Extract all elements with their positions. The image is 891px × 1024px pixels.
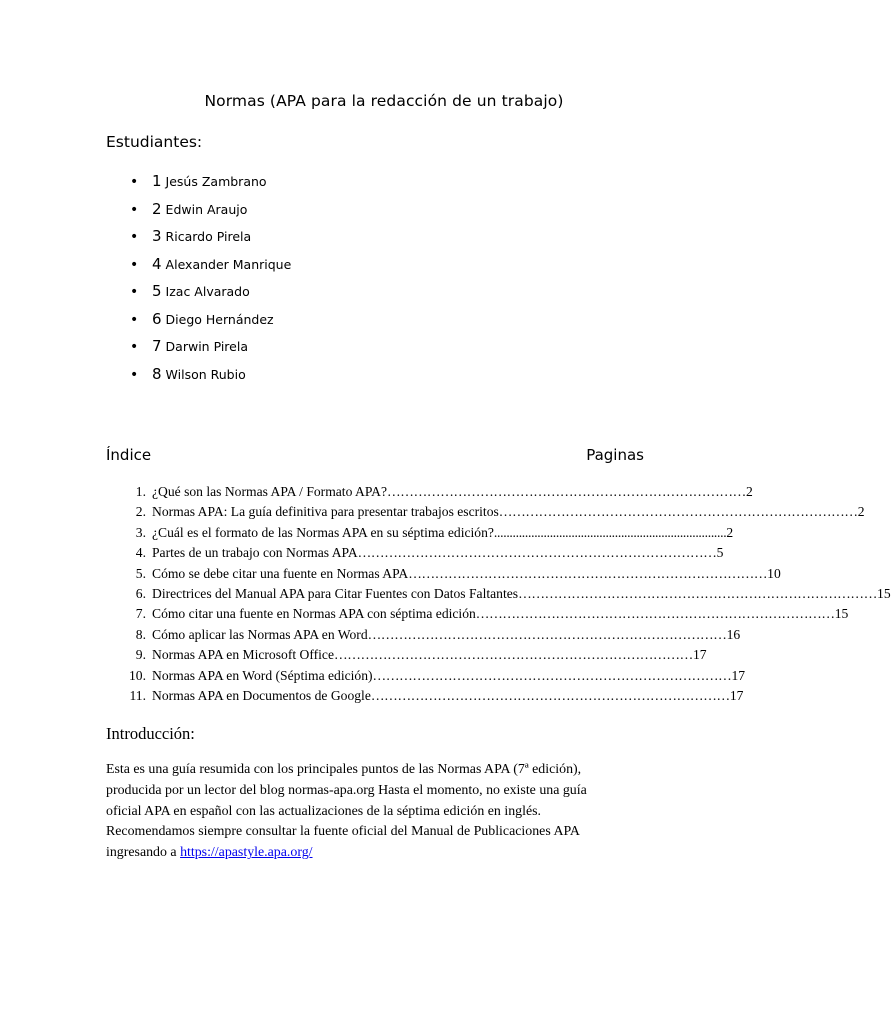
toc-number: 1. [135, 484, 146, 499]
student-item [130, 282, 291, 310]
student-number: 2 [152, 199, 162, 218]
index-heading: Índice [106, 446, 152, 464]
toc-item[interactable] [106, 687, 744, 708]
toc-number: 2. [135, 504, 146, 520]
student-name: Alexander Manrique [165, 256, 292, 272]
toc-number: 11. [129, 687, 146, 703]
toc-title: Partes de un trabajo con Normas APA [152, 545, 358, 561]
intro-line: oficial APA en español con las actualizaciones de la séptima edición en inglés. [106, 803, 541, 819]
toc-item[interactable] [106, 504, 865, 524]
toc-leader: ……………………………………………………………………… [408, 565, 768, 581]
index-header [106, 446, 644, 464]
toc-title: ¿Cuál es el formato de las Normas APA en su séptima edición? [152, 524, 494, 540]
student-item [130, 337, 291, 365]
toc-leader: ……………………………………………………………………… [334, 647, 693, 663]
student-number: 6 [152, 309, 162, 328]
intro-heading: Introducción: [106, 724, 195, 743]
toc-title: Normas APA en Documentos de Google [152, 687, 371, 703]
toc-title: Normas APA: La guía definitiva para presentar trabajos escritos [152, 504, 499, 520]
toc-item[interactable] [106, 647, 707, 667]
bullet-icon: • [130, 256, 139, 273]
student-number: 8 [152, 364, 162, 383]
student-name: Wilson Rubio [165, 366, 246, 382]
intro-paragraph [106, 760, 646, 864]
toc-title: Cómo aplicar las Normas APA en Word [152, 626, 368, 642]
toc-title: Cómo citar una fuente en Normas APA con séptima edición [152, 606, 476, 622]
student-number: 4 [152, 254, 162, 273]
toc-page: 2 [857, 504, 865, 520]
intro-line: Esta es una guía resumida con los principales puntos de las Normas APA (7ª edición), [106, 762, 582, 777]
toc-title: Cómo se debe citar una fuente en Normas APA [152, 565, 409, 581]
intro-line-last [106, 843, 646, 864]
bullet-icon: • [130, 339, 139, 355]
toc-leader: ........................................................................... [493, 524, 727, 540]
toc-number: 6. [135, 585, 146, 601]
student-item [130, 200, 291, 228]
student-name: Diego Hernández [165, 311, 274, 327]
toc-leader: ……………………………………………………………………… [387, 484, 746, 499]
student-item [130, 255, 291, 283]
student-number: 7 [152, 337, 162, 355]
apastyle-link[interactable]: https://apastyle.apa.org/ [180, 845, 313, 861]
toc-number: 10. [129, 667, 146, 683]
toc-number: 3. [135, 524, 146, 540]
toc-item[interactable] [106, 626, 741, 647]
student-item [130, 227, 291, 255]
student-name: Edwin Araujo [165, 201, 248, 217]
toc-page: 15 [877, 585, 891, 601]
toc-number: 5. [135, 565, 146, 581]
toc-leader: ……………………………………………………………………… [367, 626, 727, 642]
toc-page: 10 [767, 565, 781, 581]
students-list [130, 172, 291, 392]
intro-line: producida por un lector del blog normas-apa.org Hasta el momento, no existe una guía [106, 782, 587, 798]
toc-item[interactable] [106, 524, 734, 545]
toc-number: 4. [135, 545, 146, 561]
toc-leader: ……………………………………………………………………… [498, 504, 858, 520]
toc-item[interactable] [106, 606, 849, 626]
toc-leader: ……………………………………………………………………… [370, 687, 730, 703]
toc-leader: ……………………………………………………………………… [357, 545, 717, 561]
toc-leader: ……………………………………………………………………… [475, 606, 835, 622]
toc-item[interactable] [106, 484, 753, 504]
toc-page: 17 [729, 687, 744, 703]
toc-number: 7. [135, 606, 146, 622]
toc-item[interactable] [106, 667, 746, 688]
bullet-icon: • [130, 284, 139, 300]
student-name: Izac Alvarado [165, 284, 250, 299]
toc-page: 15 [834, 606, 849, 622]
students-heading: Estudiantes: [106, 133, 203, 151]
table-of-contents [106, 484, 891, 708]
document-title: Normas (APA para la redacción de un trabajo) [204, 92, 564, 110]
intro-last-prefix: ingresando a [106, 845, 181, 861]
toc-item[interactable] [106, 585, 891, 606]
bullet-icon: • [130, 174, 139, 190]
student-name: Ricardo Pirela [165, 229, 252, 244]
toc-page: 5 [716, 545, 724, 561]
toc-title: Directrices del Manual APA para Citar Fuentes con Datos Faltantes [152, 585, 519, 601]
toc-page: 16 [726, 626, 741, 642]
student-item [130, 310, 291, 338]
toc-page: 2 [745, 484, 753, 499]
student-item [130, 365, 291, 393]
student-number: 3 [152, 227, 162, 245]
toc-page: 2 [726, 524, 734, 540]
toc-item[interactable] [106, 565, 781, 586]
student-number: 5 [152, 282, 162, 300]
bullet-icon: • [130, 311, 139, 328]
bullet-icon: • [130, 201, 139, 218]
student-number: 1 [152, 172, 162, 190]
toc-leader: ……………………………………………………………………… [518, 585, 878, 601]
bullet-icon: • [130, 366, 139, 383]
toc-page: 17 [692, 647, 707, 663]
toc-number: 9. [135, 647, 146, 663]
toc-item[interactable] [106, 545, 724, 565]
intro-line: Recomendamos siempre consultar la fuente oficial del Manual de Publicaciones APA [106, 824, 580, 840]
toc-title: ¿Qué son las Normas APA / Formato APA? [152, 484, 388, 499]
student-name: Jesús Zambrano [165, 174, 267, 189]
toc-page: 17 [731, 667, 746, 683]
toc-number: 8. [135, 626, 146, 642]
bullet-icon: • [130, 229, 139, 245]
toc-title: Normas APA en Microsoft Office [152, 647, 334, 663]
toc-title: Normas APA en Word (Séptima edición) [152, 667, 373, 683]
pages-heading: Paginas [586, 446, 644, 464]
student-name: Darwin Pirela [165, 339, 248, 354]
toc-leader: ……………………………………………………………………… [372, 667, 732, 683]
student-item [130, 172, 291, 200]
